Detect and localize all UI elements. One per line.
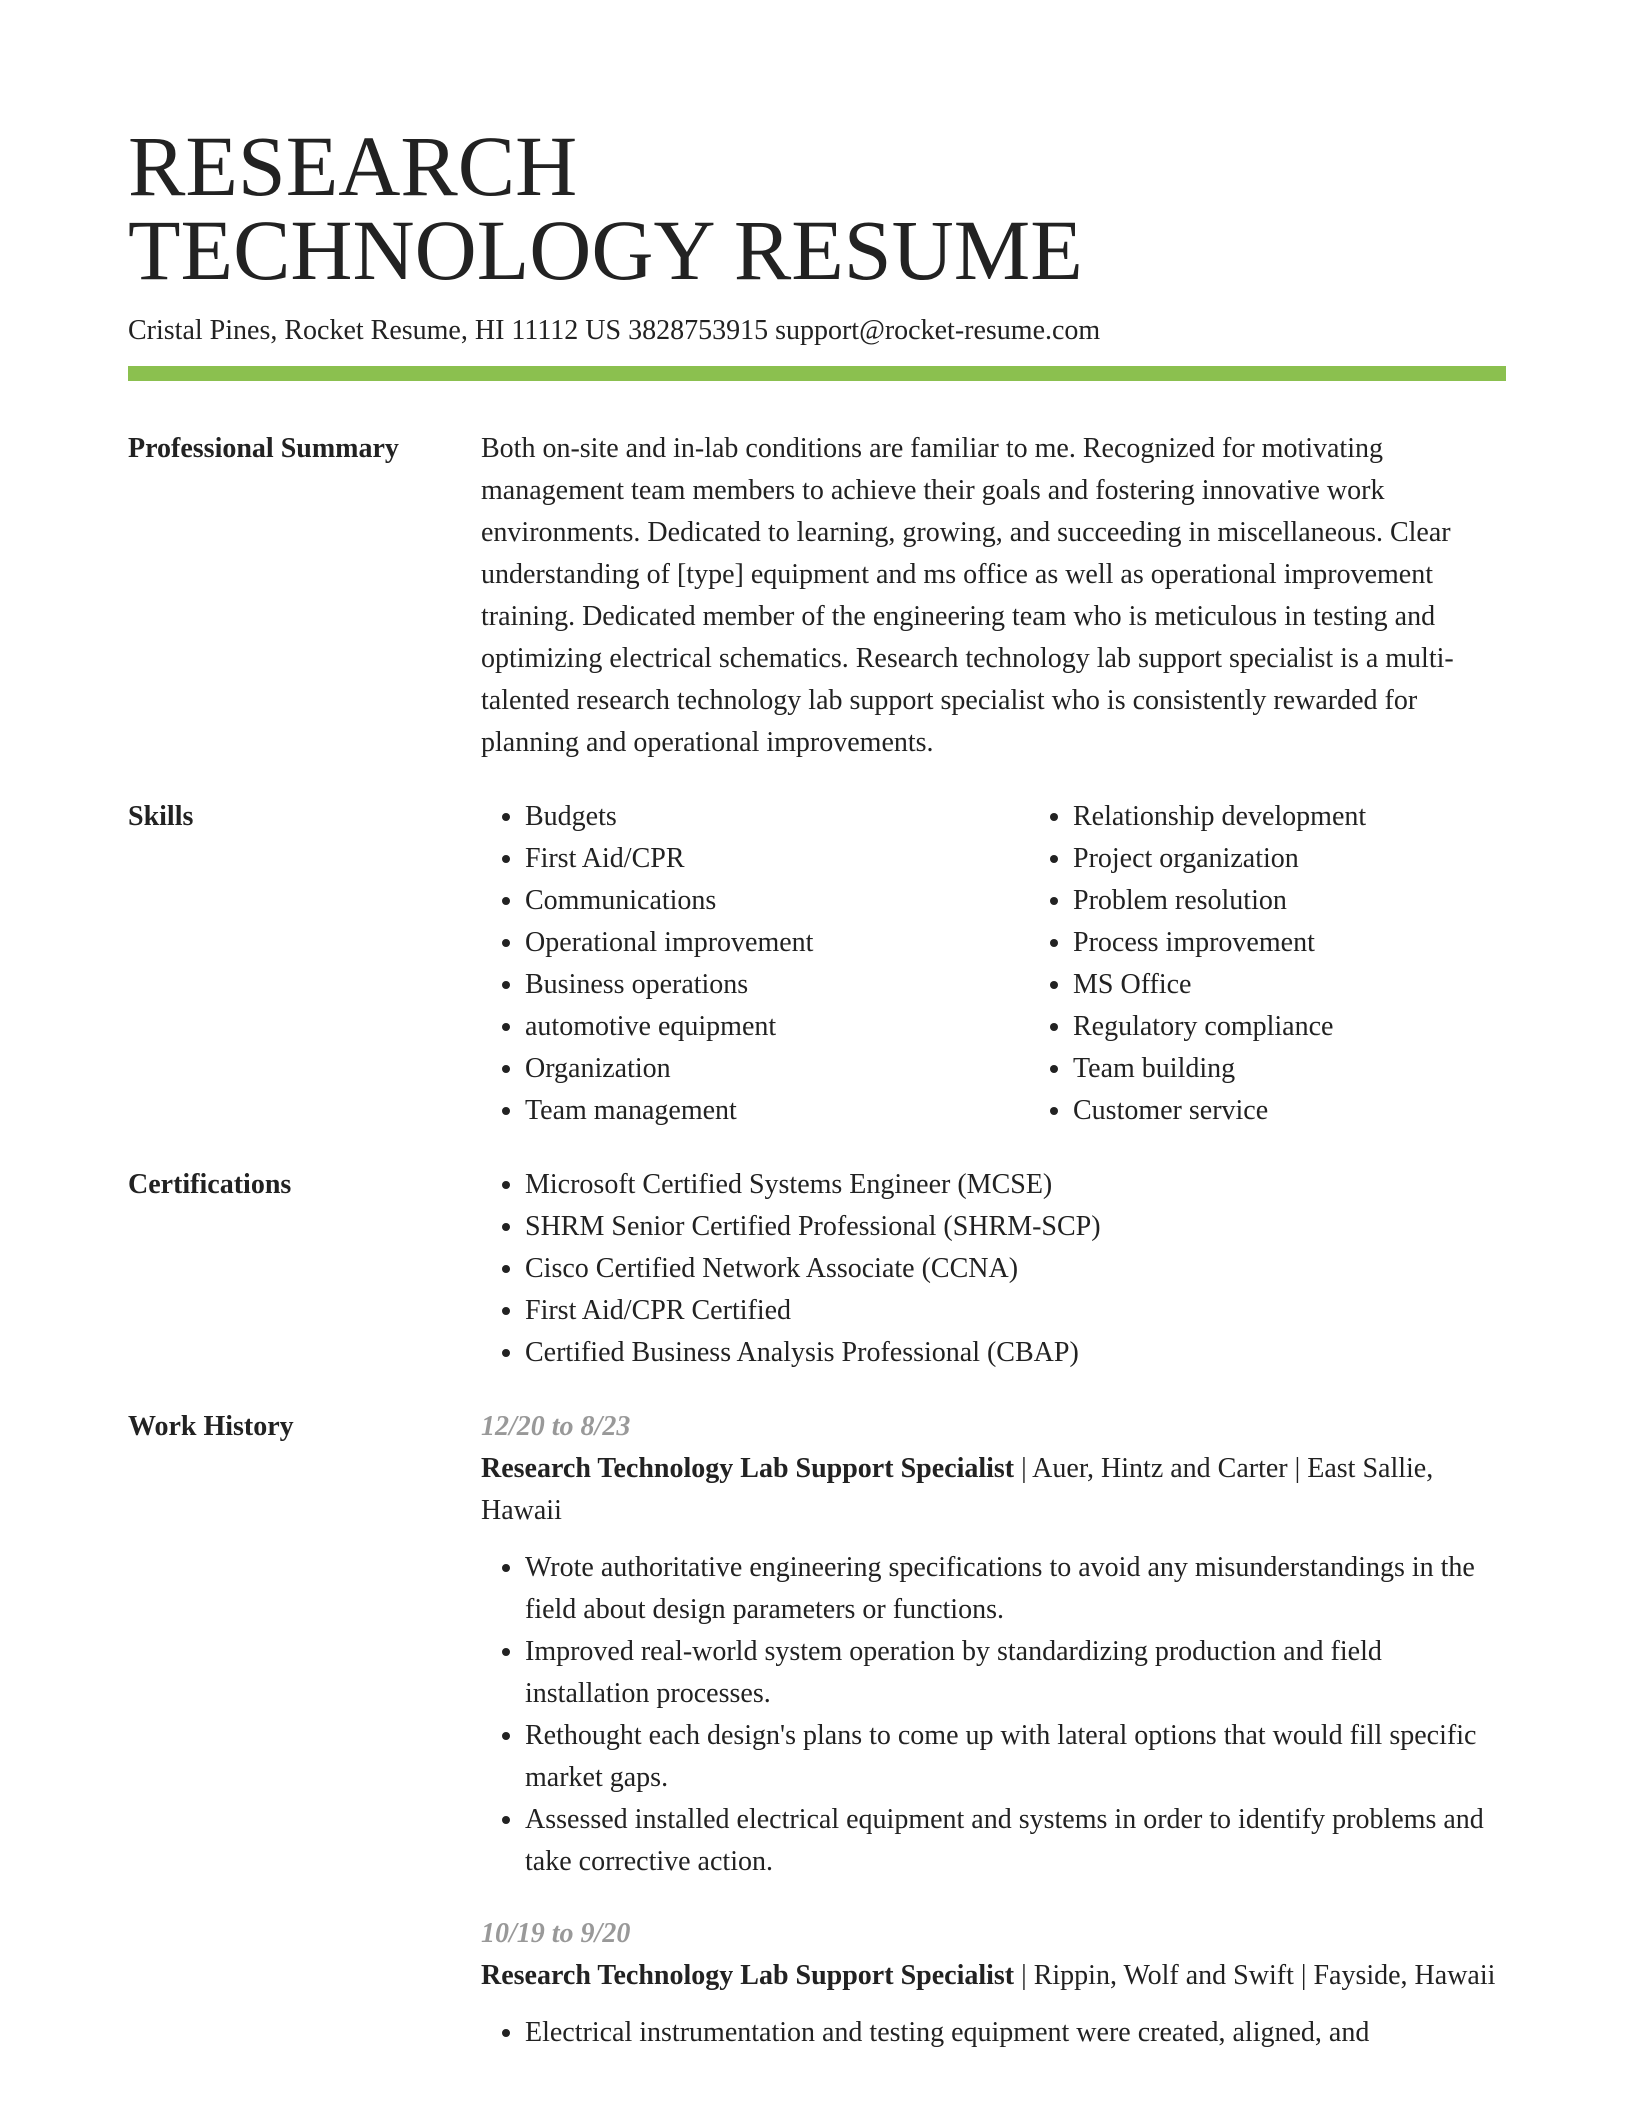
skill-item: • First Aid/CPR [525, 838, 1029, 880]
certification-item: • First Aid/CPR Certified [525, 1290, 1506, 1332]
skill-item: • Organization [525, 1048, 1029, 1090]
resume-title-line-2: TECHNOLOGY RESUME [128, 202, 1083, 298]
job-bullets [481, 2012, 1506, 2054]
skills-label: Skills [128, 801, 194, 832]
work-history-label: Work History [128, 1411, 294, 1442]
skills-list-left [481, 796, 1029, 1132]
job-heading [481, 1448, 1506, 1532]
job-bullet: • Assessed installed electrical equipment and systems in order to identify problems and take corrective action. [525, 1799, 1506, 1883]
job-details: | Auer, Hintz and Carter | East Sallie, Hawaii [481, 1453, 1434, 1526]
job-bullet: • Wrote authoritative engineering specifications to avoid any misunderstandings in the field about design parameters or functions. [525, 1547, 1506, 1631]
job-heading [481, 1955, 1506, 1997]
job-bullet: • Rethought each design's plans to come up with lateral options that would fill specific market gaps. [525, 1715, 1506, 1799]
summary-text: Both on-site and in-lab conditions are familiar to me. Recognized for motivating management team members to achieve their goals and fostering innovative work environments. Dedicated to learning, growing, and succeeding in miscellaneous. Clear understanding of [type] equipment and ms office as well as operational improvement training. Dedicated member of the engineering team who is meticulous in testing and optimizing electrical schematics. Research technology lab support specialist is a multi-talented research technology lab support specialist who is consistently rewarded for planning and operational improvements. [481, 433, 1454, 758]
resume-page [128, 118, 1506, 2084]
certifications-section [128, 1164, 1506, 1374]
certification-item: • SHRM Senior Certified Professional (SHRM-SCP) [525, 1206, 1506, 1248]
certification-item: • Cisco Certified Network Associate (CCNA) [525, 1248, 1506, 1290]
skill-item: • MS Office [1073, 964, 1577, 1006]
certification-item: • Certified Business Analysis Professional (CBAP) [525, 1332, 1506, 1374]
summary-label: Professional Summary [128, 433, 399, 464]
job-dates: 10/19 to 9/20 [481, 1918, 631, 1949]
job-details: | Rippin, Wolf and Swift | Fayside, Hawaii [1014, 1960, 1496, 1991]
job-entry [481, 1913, 1506, 2054]
job-title: Research Technology Lab Support Specialist [481, 1453, 1015, 1484]
certifications-label: Certifications [128, 1169, 292, 1200]
certification-item: • Microsoft Certified Systems Engineer (MCSE) [525, 1164, 1506, 1206]
skill-item: • Business operations [525, 964, 1029, 1006]
job-entry [481, 1406, 1506, 1883]
header-divider [128, 366, 1506, 381]
summary-section [128, 428, 1506, 764]
skill-item: • Problem resolution [1073, 880, 1577, 922]
skill-item: • Customer service [1073, 1090, 1577, 1132]
job-title: Research Technology Lab Support Specialist [481, 1960, 1015, 1991]
certifications-body [481, 1164, 1506, 1374]
skill-item: • automotive equipment [525, 1006, 1029, 1048]
skill-item: • Budgets [525, 796, 1029, 838]
skills-section [128, 796, 1506, 1132]
work-history-body [481, 1406, 1506, 2084]
skill-item: • Team management [525, 1090, 1029, 1132]
skill-item: • Team building [1073, 1048, 1577, 1090]
job-bullets [481, 1547, 1506, 1883]
job-bullet: • Improved real-world system operation by standardizing production and field installation processes. [525, 1631, 1506, 1715]
skills-columns [481, 796, 1577, 1132]
skill-item: • Process improvement [1073, 922, 1577, 964]
skill-item: • Project organization [1073, 838, 1577, 880]
skill-item: • Relationship development [1073, 796, 1577, 838]
skills-list-right [1029, 796, 1577, 1132]
resume-title-line-1: RESEARCH [128, 118, 578, 214]
job-dates: 12/20 to 8/23 [481, 1411, 631, 1442]
contact-line: Cristal Pines, Rocket Resume, HI 11112 US 3828753915 support@rocket-resume.com [128, 315, 1101, 346]
skill-item: • Regulatory compliance [1073, 1006, 1577, 1048]
job-bullet: • Electrical instrumentation and testing equipment were created, aligned, and [525, 2012, 1506, 2054]
work-history-section [128, 1406, 1506, 2084]
certifications-list [481, 1164, 1506, 1374]
skill-item: • Communications [525, 880, 1029, 922]
skill-item: • Operational improvement [525, 922, 1029, 964]
resume-title [128, 118, 1506, 298]
